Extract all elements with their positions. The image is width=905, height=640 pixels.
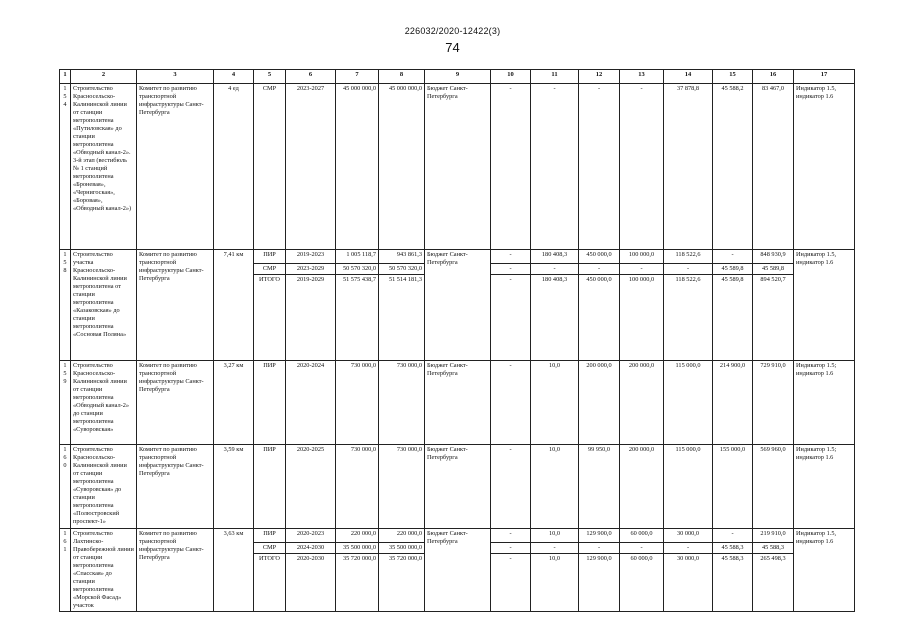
- column-header: 7: [336, 70, 379, 84]
- row-number-cell: 154: [60, 84, 71, 250]
- value-cell: 45 588,3: [753, 543, 794, 554]
- value-cell: 265 498,3: [753, 554, 794, 612]
- value-cell: 180 408,3: [531, 250, 579, 264]
- period-cell: 2024-2030: [286, 543, 336, 554]
- value-cell: -: [713, 250, 753, 264]
- value-cell: -: [491, 84, 531, 250]
- total-cost-cell: 50 570 320,0: [336, 264, 379, 275]
- funding-source-cell: Бюджет Санкт-Петербурга: [425, 84, 491, 250]
- row-number-cell: 161: [60, 529, 71, 612]
- value-cell: 214 900,0: [713, 361, 753, 445]
- value-cell: 848 930,9: [753, 250, 794, 264]
- value-cell: 10,0: [531, 529, 579, 543]
- column-header: 17: [794, 70, 855, 84]
- value-cell: 569 960,0: [753, 445, 794, 529]
- budget-cost-cell: 730 000,0: [379, 361, 425, 445]
- value-cell: 894 520,7: [753, 275, 794, 361]
- value-cell: -: [491, 361, 531, 445]
- total-cost-cell: 35 500 000,0: [336, 543, 379, 554]
- column-header: 5: [254, 70, 286, 84]
- table-row: [60, 445, 855, 529]
- column-header: 14: [664, 70, 713, 84]
- total-cost-cell: 220 000,0: [336, 529, 379, 543]
- work-type-cell: ИТОГО: [254, 554, 286, 612]
- total-cost-cell: 51 575 438,7: [336, 275, 379, 361]
- value-cell: -: [491, 250, 531, 264]
- total-cost-cell: 35 720 000,0: [336, 554, 379, 612]
- value-cell: -: [531, 84, 579, 250]
- value-cell: 45 589,8: [713, 275, 753, 361]
- capacity-cell: 3,59 км: [214, 445, 254, 529]
- object-name-cell: Строительство Красносельско-Калининской линии от станции метрополитена «Суворовская» до станции метрополитена «Полюстровский проспект-1»: [71, 445, 137, 529]
- period-cell: 2020-2025: [286, 445, 336, 529]
- period-cell: 2019-2023: [286, 250, 336, 264]
- value-cell: -: [531, 264, 579, 275]
- value-cell: -: [491, 275, 531, 361]
- value-cell: 118 522,6: [664, 250, 713, 264]
- period-cell: 2020-2023: [286, 529, 336, 543]
- value-cell: 100 000,0: [620, 275, 664, 361]
- value-cell: -: [620, 264, 664, 275]
- indicator-cell: Индикатор 1.5; индикатор 1.6: [794, 445, 855, 529]
- table-row: [60, 529, 855, 543]
- value-cell: 30 000,0: [664, 529, 713, 543]
- period-cell: 2020-2024: [286, 361, 336, 445]
- value-cell: 37 878,8: [664, 84, 713, 250]
- value-cell: 83 467,0: [753, 84, 794, 250]
- period-cell: 2023-2027: [286, 84, 336, 250]
- value-cell: 10,0: [531, 361, 579, 445]
- value-cell: 45 589,8: [713, 264, 753, 275]
- funding-source-cell: Бюджет Санкт-Петербурга: [425, 250, 491, 361]
- value-cell: 219 910,0: [753, 529, 794, 543]
- value-cell: -: [491, 445, 531, 529]
- row-number-cell: 158: [60, 250, 71, 361]
- value-cell: -: [664, 543, 713, 554]
- value-cell: -: [579, 264, 620, 275]
- work-type-cell: ПИР: [254, 361, 286, 445]
- value-cell: 60 000,0: [620, 529, 664, 543]
- column-header: 13: [620, 70, 664, 84]
- column-header: 9: [425, 70, 491, 84]
- column-header: 10: [491, 70, 531, 84]
- column-header: 2: [71, 70, 137, 84]
- total-cost-cell: 730 000,0: [336, 445, 379, 529]
- capacity-cell: 3,27 км: [214, 361, 254, 445]
- indicator-cell: Индикатор 1.5, индикатор 1.6: [794, 84, 855, 250]
- budget-cost-cell: 50 570 320,0: [379, 264, 425, 275]
- funding-source-cell: Бюджет Санкт-Петербурга: [425, 445, 491, 529]
- row-number-cell: 160: [60, 445, 71, 529]
- value-cell: 118 522,6: [664, 275, 713, 361]
- value-cell: 45 588,3: [713, 543, 753, 554]
- value-cell: 60 000,0: [620, 554, 664, 612]
- object-name-cell: Строительство Лахтинско-Правобережной линии от станции метрополитена «Спасская» до станции метрополитена «Морской Фасад» участок: [71, 529, 137, 612]
- page-number: 74: [445, 40, 460, 55]
- column-header: 15: [713, 70, 753, 84]
- value-cell: 45 588,3: [713, 554, 753, 612]
- value-cell: 10,0: [531, 445, 579, 529]
- program-table: [59, 69, 855, 612]
- value-cell: 180 408,3: [531, 275, 579, 361]
- column-header: 16: [753, 70, 794, 84]
- value-cell: 450 000,0: [579, 250, 620, 264]
- value-cell: 99 950,0: [579, 445, 620, 529]
- work-type-cell: ИТОГО: [254, 275, 286, 361]
- value-cell: 45 588,2: [713, 84, 753, 250]
- customer-cell: Комитет по развитию транспортной инфраструктуры Санкт-Петербурга: [137, 445, 214, 529]
- value-cell: 129 900,0: [579, 529, 620, 543]
- value-cell: 200 000,0: [620, 445, 664, 529]
- value-cell: -: [491, 554, 531, 612]
- table-row: [60, 361, 855, 445]
- column-header: 8: [379, 70, 425, 84]
- budget-cost-cell: 45 000 000,0: [379, 84, 425, 250]
- value-cell: -: [620, 84, 664, 250]
- value-cell: 155 000,0: [713, 445, 753, 529]
- funding-source-cell: Бюджет Санкт-Петербурга: [425, 361, 491, 445]
- budget-cost-cell: 943 861,3: [379, 250, 425, 264]
- budget-cost-cell: 35 500 000,0: [379, 543, 425, 554]
- value-cell: -: [713, 529, 753, 543]
- budget-cost-cell: 220 000,0: [379, 529, 425, 543]
- object-name-cell: Строительство Красносельско-Калининской линии от станции метрополитена «Обводный канал-2» до станции метрополитена «Суворовская»: [71, 361, 137, 445]
- value-cell: -: [664, 264, 713, 275]
- column-header: 3: [137, 70, 214, 84]
- row-number-cell: 159: [60, 361, 71, 445]
- customer-cell: Комитет по развитию транспортной инфраструктуры Санкт-Петербурга: [137, 529, 214, 612]
- budget-cost-cell: 51 514 181,3: [379, 275, 425, 361]
- value-cell: -: [579, 84, 620, 250]
- customer-cell: Комитет по развитию транспортной инфраструктуры Санкт-Петербурга: [137, 84, 214, 250]
- column-header: 1: [60, 70, 71, 84]
- value-cell: -: [531, 543, 579, 554]
- value-cell: 45 589,8: [753, 264, 794, 275]
- capacity-cell: 4 ед: [214, 84, 254, 250]
- column-header: 6: [286, 70, 336, 84]
- value-cell: 10,0: [531, 554, 579, 612]
- value-cell: -: [491, 264, 531, 275]
- value-cell: 450 000,0: [579, 275, 620, 361]
- work-type-cell: ПИР: [254, 445, 286, 529]
- value-cell: -: [491, 543, 531, 554]
- indicator-cell: Индикатор 1.5, индикатор 1.6: [794, 250, 855, 361]
- value-cell: -: [491, 529, 531, 543]
- value-cell: 100 000,0: [620, 250, 664, 264]
- document-id: 226032/2020-12422(3): [404, 26, 501, 36]
- table-row: [60, 84, 855, 250]
- work-type-cell: СМР: [254, 543, 286, 554]
- header-row: [60, 70, 855, 84]
- indicator-cell: Индикатор 1.5, индикатор 1.6: [794, 529, 855, 612]
- budget-cost-cell: 35 720 000,0: [379, 554, 425, 612]
- work-type-cell: ПИР: [254, 250, 286, 264]
- value-cell: -: [579, 543, 620, 554]
- indicator-cell: Индикатор 1.5; индикатор 1.6: [794, 361, 855, 445]
- column-header: 11: [531, 70, 579, 84]
- value-cell: 115 000,0: [664, 445, 713, 529]
- table-body: [60, 84, 855, 612]
- customer-cell: Комитет по развитию транспортной инфраструктуры Санкт-Петербурга: [137, 361, 214, 445]
- total-cost-cell: 1 005 118,7: [336, 250, 379, 264]
- total-cost-cell: 730 000,0: [336, 361, 379, 445]
- column-header: 12: [579, 70, 620, 84]
- work-type-cell: ПИР: [254, 529, 286, 543]
- value-cell: 729 910,0: [753, 361, 794, 445]
- value-cell: 115 000,0: [664, 361, 713, 445]
- column-header: 4: [214, 70, 254, 84]
- value-cell: 30 000,0: [664, 554, 713, 612]
- total-cost-cell: 45 000 000,0: [336, 84, 379, 250]
- customer-cell: Комитет по развитию транспортной инфраструктуры Санкт-Петербурга: [137, 250, 214, 361]
- budget-cost-cell: 730 000,0: [379, 445, 425, 529]
- period-cell: 2019-2029: [286, 275, 336, 361]
- table-row: [60, 250, 855, 264]
- period-cell: 2023-2029: [286, 264, 336, 275]
- value-cell: 200 000,0: [620, 361, 664, 445]
- object-name-cell: Строительство Красносельско-Калининской линии от станции метрополитена «Путиловская» до станции метрополитена «Обводный канал-2». 3-й этап (вестибюль № 1 станций метрополитена «Броневая», «Чернигоская», «Боровая», «Обводный канал-2»): [71, 84, 137, 250]
- work-type-cell: СМР: [254, 264, 286, 275]
- funding-source-cell: Бюджет Санкт-Петербурга: [425, 529, 491, 612]
- work-type-cell: СМР: [254, 84, 286, 250]
- value-cell: 129 900,0: [579, 554, 620, 612]
- value-cell: -: [620, 543, 664, 554]
- capacity-cell: 3,63 км: [214, 529, 254, 612]
- value-cell: 200 000,0: [579, 361, 620, 445]
- object-name-cell: Строительство участка Красносельско-Калининской линии метрополитена от станции метрополитена «Казаковская» до станции метрополитена «Сосновая Поляна»: [71, 250, 137, 361]
- capacity-cell: 7,41 км: [214, 250, 254, 361]
- period-cell: 2020-2030: [286, 554, 336, 612]
